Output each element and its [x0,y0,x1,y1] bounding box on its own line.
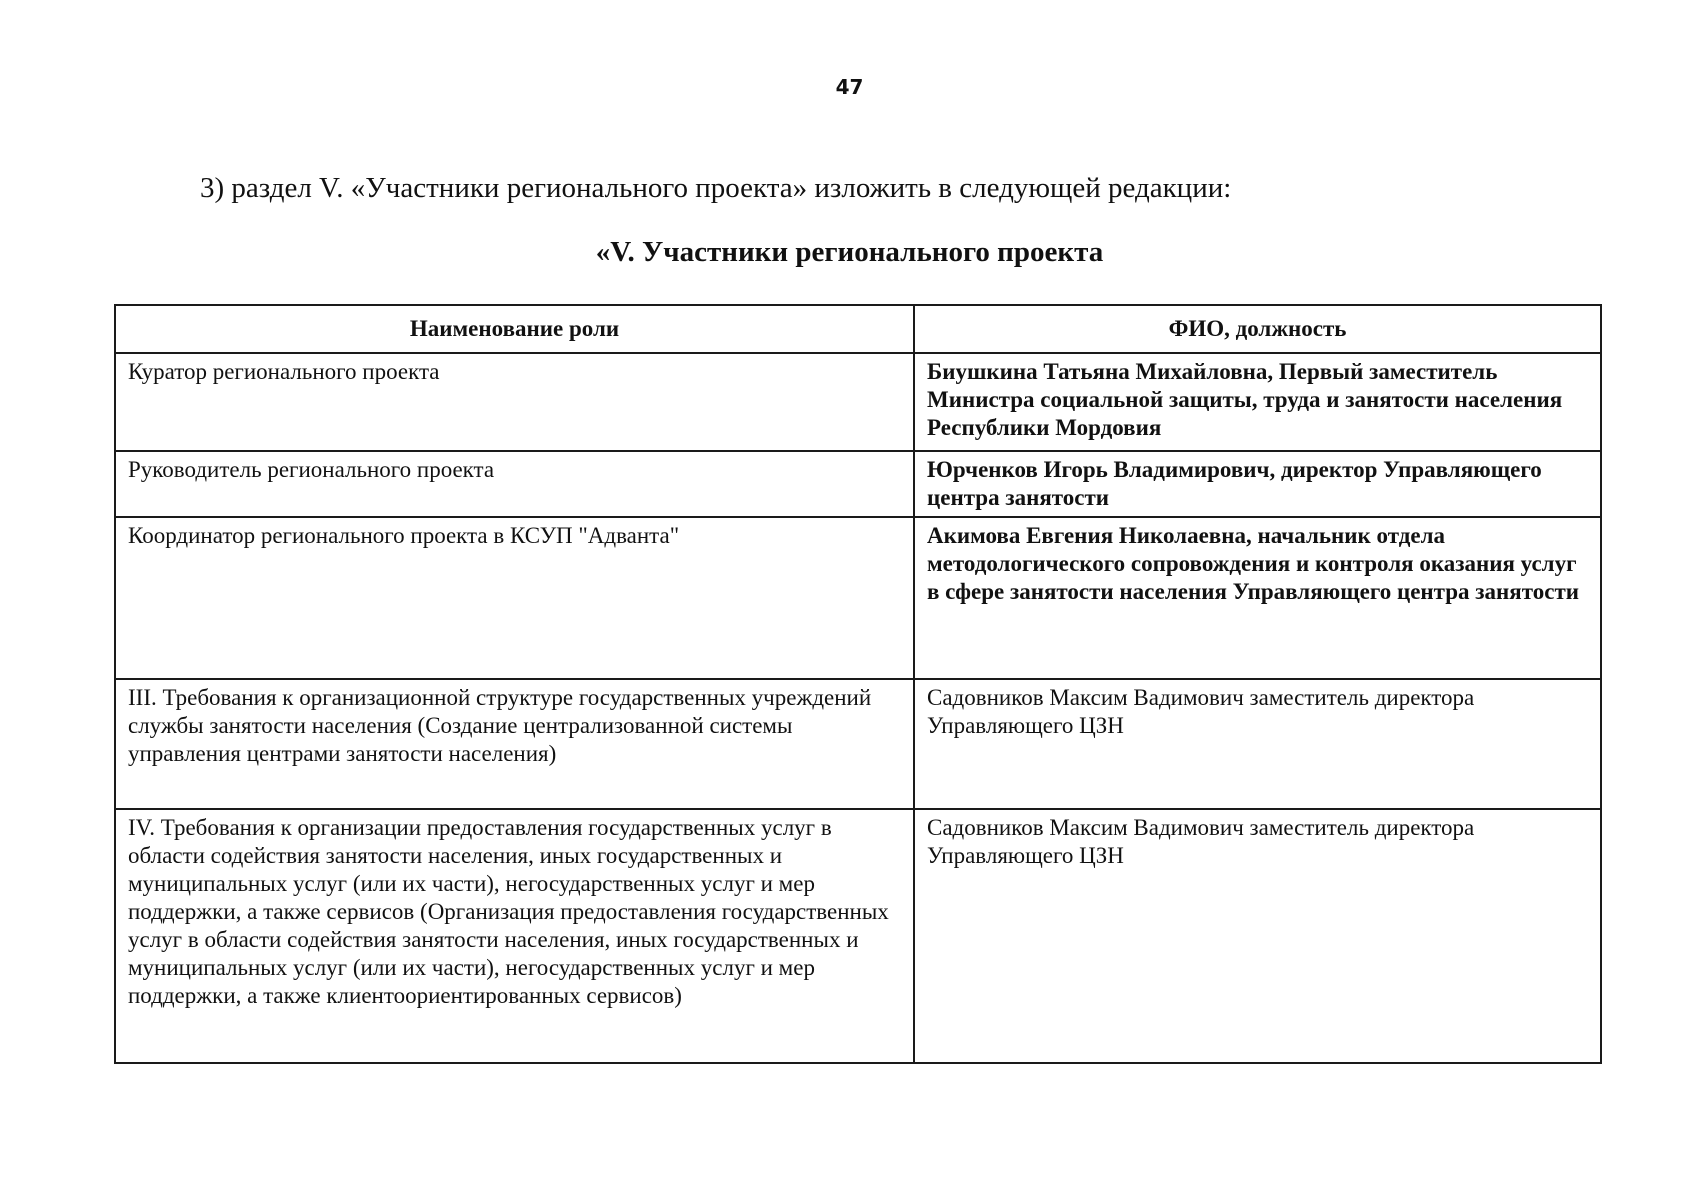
role-cell: IV. Требования к организации предоставления государственных услуг в области содействия занятости населения, иных государственных и муниципальных услуг (или их части), негосударственных услуг и мер поддержки, а также сервисов (Организация предоставления государственных услуг в области содействия занятости населения, иных государственных и муниципальных услуг (или их части), негосударственных услуг и мер поддержки, а также клиентоориентированных сервисов) [115,809,914,1063]
role-cell: Руководитель регионального проекта [115,451,914,517]
table-row [115,517,1601,679]
role-cell: Координатор регионального проекта в КСУП "Адванта" [115,517,914,679]
page-number: 47 [835,75,864,99]
person-cell: Садовников Максим Вадимович заместитель директора Управляющего ЦЗН [914,679,1601,809]
person-cell: Юрченков Игорь Владимирович, директор Управляющего центра занятости [914,451,1601,517]
table-row [115,809,1601,1063]
person-cell: Акимова Евгения Николаевна, начальник отдела методологического сопровождения и контроля оказания услуг в сфере занятости населения Управляющего центра занятости [914,517,1601,679]
section-title: «V. Участники регионального проекта [595,236,1104,268]
role-cell: Куратор регионального проекта [115,353,914,451]
role-cell: III. Требования к организационной структуре государственных учреждений службы занятости населения (Создание централизованной системы управления центрами занятости населения) [115,679,914,809]
participants-table-container [114,304,1600,1064]
table-row [115,353,1601,451]
column-header-role: Наименование роли [115,305,914,353]
column-header-person: ФИО, должность [914,305,1601,353]
person-cell: Садовников Максим Вадимович заместитель директора Управляющего ЦЗН [914,809,1601,1063]
table-header-row [115,305,1601,353]
table-row [115,679,1601,809]
intro-paragraph: 3) раздел V. «Участники регионального проекта» изложить в следующей редакции: [200,172,1232,204]
table-row [115,451,1601,517]
participants-table [114,304,1602,1064]
person-cell: Биушкина Татьяна Михайловна, Первый заместитель Министра социальной защиты, труда и занятости населения Республики Мордовия [914,353,1601,451]
